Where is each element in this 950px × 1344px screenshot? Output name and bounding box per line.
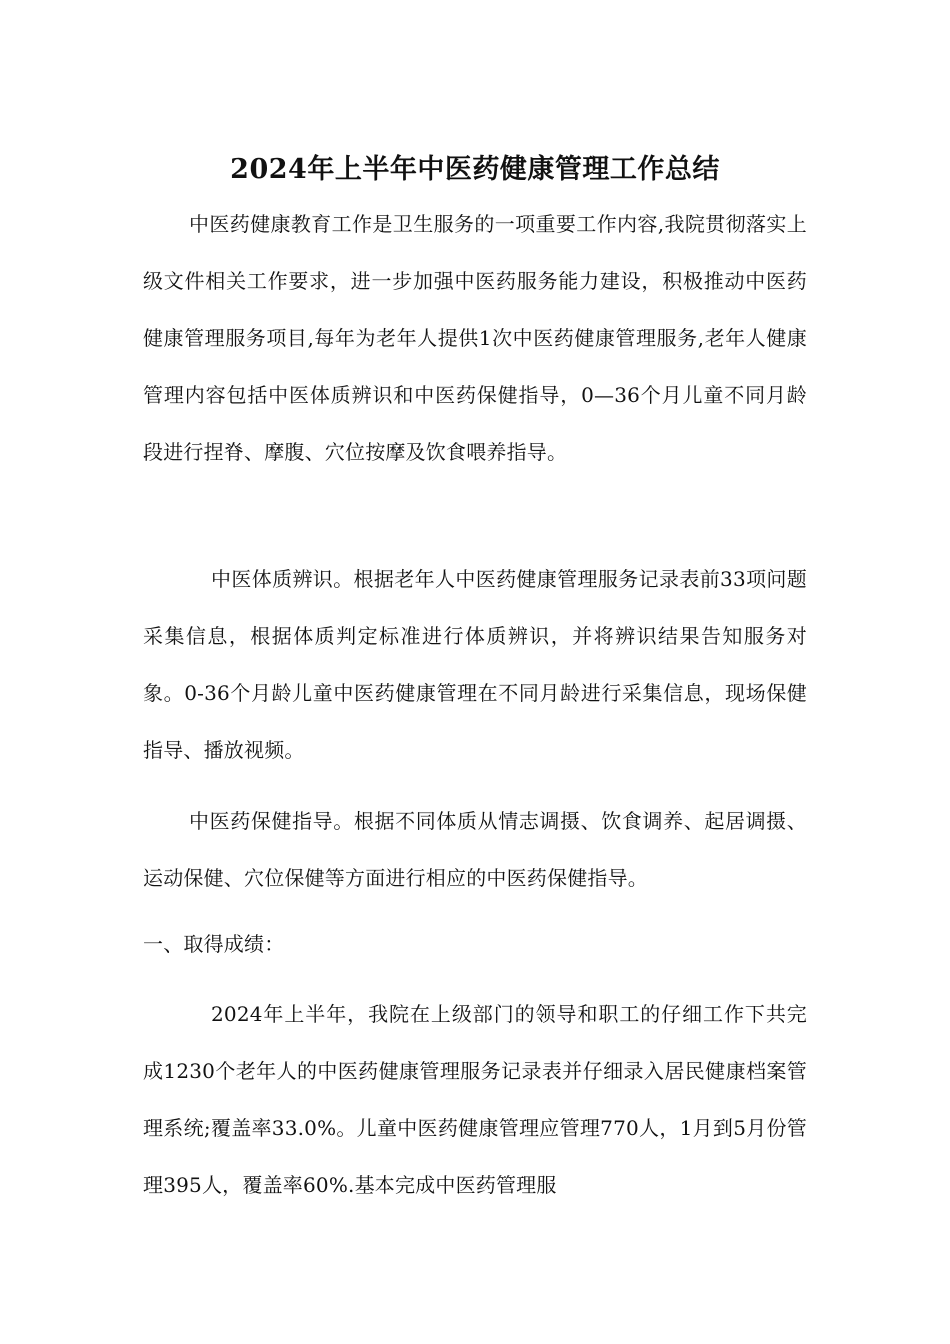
intro-paragraph: 中医药健康教育工作是卫生服务的一项重要工作内容,我院贯彻落实上级文件相关工作要求，进一步加强中医药服务能力建设，积极推动中医药健康管理服务项目,每年为老年人提供1次中医药健康管理服务,老年人健康管理内容包括中医体质辨识和中医药保健指导，0—36个月儿童不同月龄段进行捏脊、摩腹、穴位按摩及饮食喂养指导。 bbox=[143, 212, 807, 464]
document-title: 2024年上半年中医药健康管理工作总结 bbox=[230, 154, 720, 186]
constitution-identification-paragraph: 中医体质辨识。根据老年人中医药健康管理服务记录表前33项问题采集信息，根据体质判定标准进行体质辨识，并将辨识结果告知服务对象。0-36个月龄儿童中医药健康管理在不同月龄进行采集信息，现场保健指导、播放视频。 bbox=[143, 567, 807, 762]
achievements-paragraph: 2024年上半年，我院在上级部门的领导和职工的仔细工作下共完成1230个老年人的中医药健康管理服务记录表并仔细录入居民健康档案管理系统;覆盖率33.0%。儿童中医药健康管理应管理770人，1月到5月份管理395人，覆盖率60%.基本完成中医药管理服 bbox=[143, 1002, 807, 1197]
section-heading-achievements: 一、取得成绩： bbox=[143, 932, 285, 956]
health-guidance-paragraph: 中医药保健指导。根据不同体质从情志调摄、饮食调养、起居调摄、运动保健、穴位保健等方面进行相应的中医药保健指导。 bbox=[143, 809, 807, 890]
